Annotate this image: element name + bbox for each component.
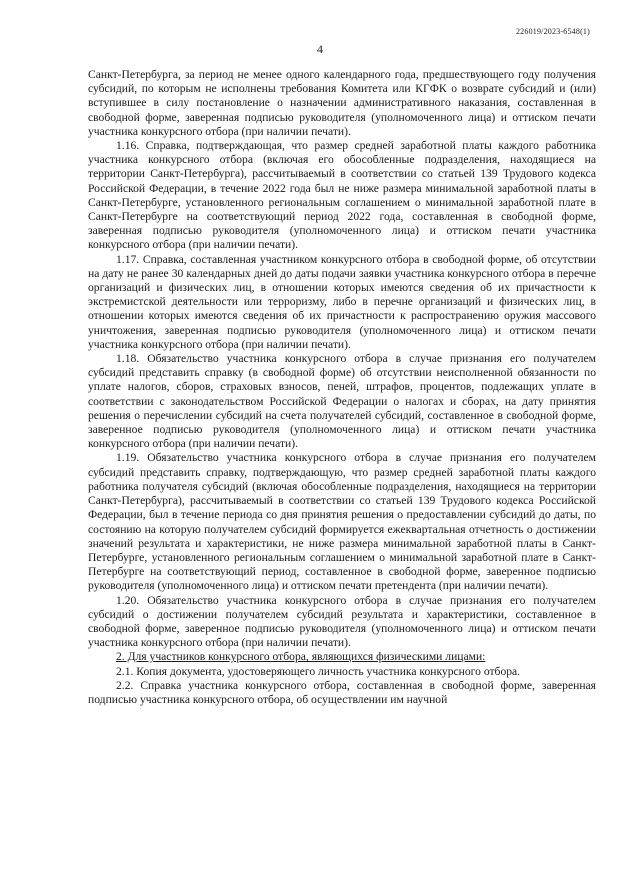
section-heading-2: 2. Для участников конкурсного отбора, являющихся физическими лицами: — [116, 650, 486, 664]
paragraph-1-19: 1.19. Обязательство участника конкурсного отбора в случае признания его получателем субсидий представить справку, подтверждающую, что размер средней заработной платы каждого работника получателя субсидий (включая обособленные подразделения, находящиеся на территории Санкт-Петербурга), рассчитываемый в соответствии со статьей 139 Трудового кодекса Российской Федерации, был в течение периода со дня принятия решения о предоставлении субсидий до даты, по состоянию на которую получателем субсидий формируется ежеквартальная отчетность о достижении значений результата и характеристики, не ниже размера минимальной заработной платы в Санкт-Петербурге, установленного региональным соглашением о минимальной заработной плате в Санкт-Петербурге на соответствующий период, составленное в свободной форме, заверенное подписью руководителя (уполномоченного лица) и оттиском печати претендента (при наличии печати). — [88, 451, 596, 593]
paragraph-1-18: 1.18. Обязательство участника конкурсного отбора в случае признания его получателем субсидий представить справку (в свободной форме) об отсутствии неисполненной обязанности по уплате налогов, сборов, страховых взносов, пеней, штрафов, процентов, подлежащих уплате в соответствии с законодательством Российской Федерации о налогах и сборах, на дату принятия решения о перечислении субсидий на счета получателей субсидий, составленное в свободной форме, заверенное подписью руководителя (уполномоченного лица) и оттиском печати участника конкурсного отбора (при наличии печати). — [88, 352, 596, 451]
page-number: 4 — [317, 42, 323, 56]
paragraph-1-17: 1.17. Справка, составленная участником конкурсного отбора в свободной форме, об отсутствии на дату не ранее 30 календарных дней до даты подачи заявки участника конкурсного отбора в перечне организаций и физических лиц, в отношении которых имеются сведения об их причастности к экстремистской деятельности или терроризму, либо в перечне организаций и физических лиц, в отношении которых имеются сведения об их причастности к распространению оружия массового уничтожения, заверенная подписью руководителя (уполномоченного лица) и оттиском печати участника конкурсного отбора (при наличии печати). — [88, 252, 596, 351]
paragraph-continuation: Санкт-Петербурга, за период не менее одного календарного года, предшествующего году получения субсидий, по которым не исполнены требования Комитета или КГФК о возврате субсидий и (или) вступившее в силу постановление о назначении административного наказания, составленная в свободной форме, заверенная подписью руководителя (уполномоченного лица) и оттиском печати участника конкурсного отбора (при наличии печати). — [88, 68, 596, 138]
document-id: 226019/2023-6548(1) — [515, 27, 590, 36]
paragraph-2-1: 2.1. Копия документа, удостоверяющего личность участника конкурсного отбора. — [116, 664, 521, 678]
paragraph-1-20: 1.20. Обязательство участника конкурсного отбора в случае признания его получателем субсидий о достижении получателем субсидий результата и характеристики, составленное в свободной форме, заверенное подписью руководителя (уполномоченного лица) и оттиском печати участника конкурсного отбора (при наличии печати). — [88, 593, 596, 650]
document-body — [88, 68, 596, 707]
paragraph-1-16: 1.16. Справка, подтверждающая, что размер средней заработной платы каждого работника участника конкурсного отбора (включая его обособленные подразделения, находящиеся на территории Санкт-Петербурга), рассчитываемый в соответствии со статьей 139 Трудового кодекса Российской Федерации, в течение 2022 года был не ниже размера минимальной заработной платы в Санкт-Петербурге, установленного региональным соглашением о минимальной заработной плате в Санкт-Петербурге на соответствующий период 2022 года, составленная в свободной форме, заверенная подписью руководителя (уполномоченного лица) и оттиском печати участника конкурсного отбора (при наличии печати). — [88, 139, 596, 252]
paragraph-2-2: 2.2. Справка участника конкурсного отбора, составленная в свободной форме, заверенная подписью участника конкурсного отбора, об осуществлении им научной — [88, 678, 596, 706]
